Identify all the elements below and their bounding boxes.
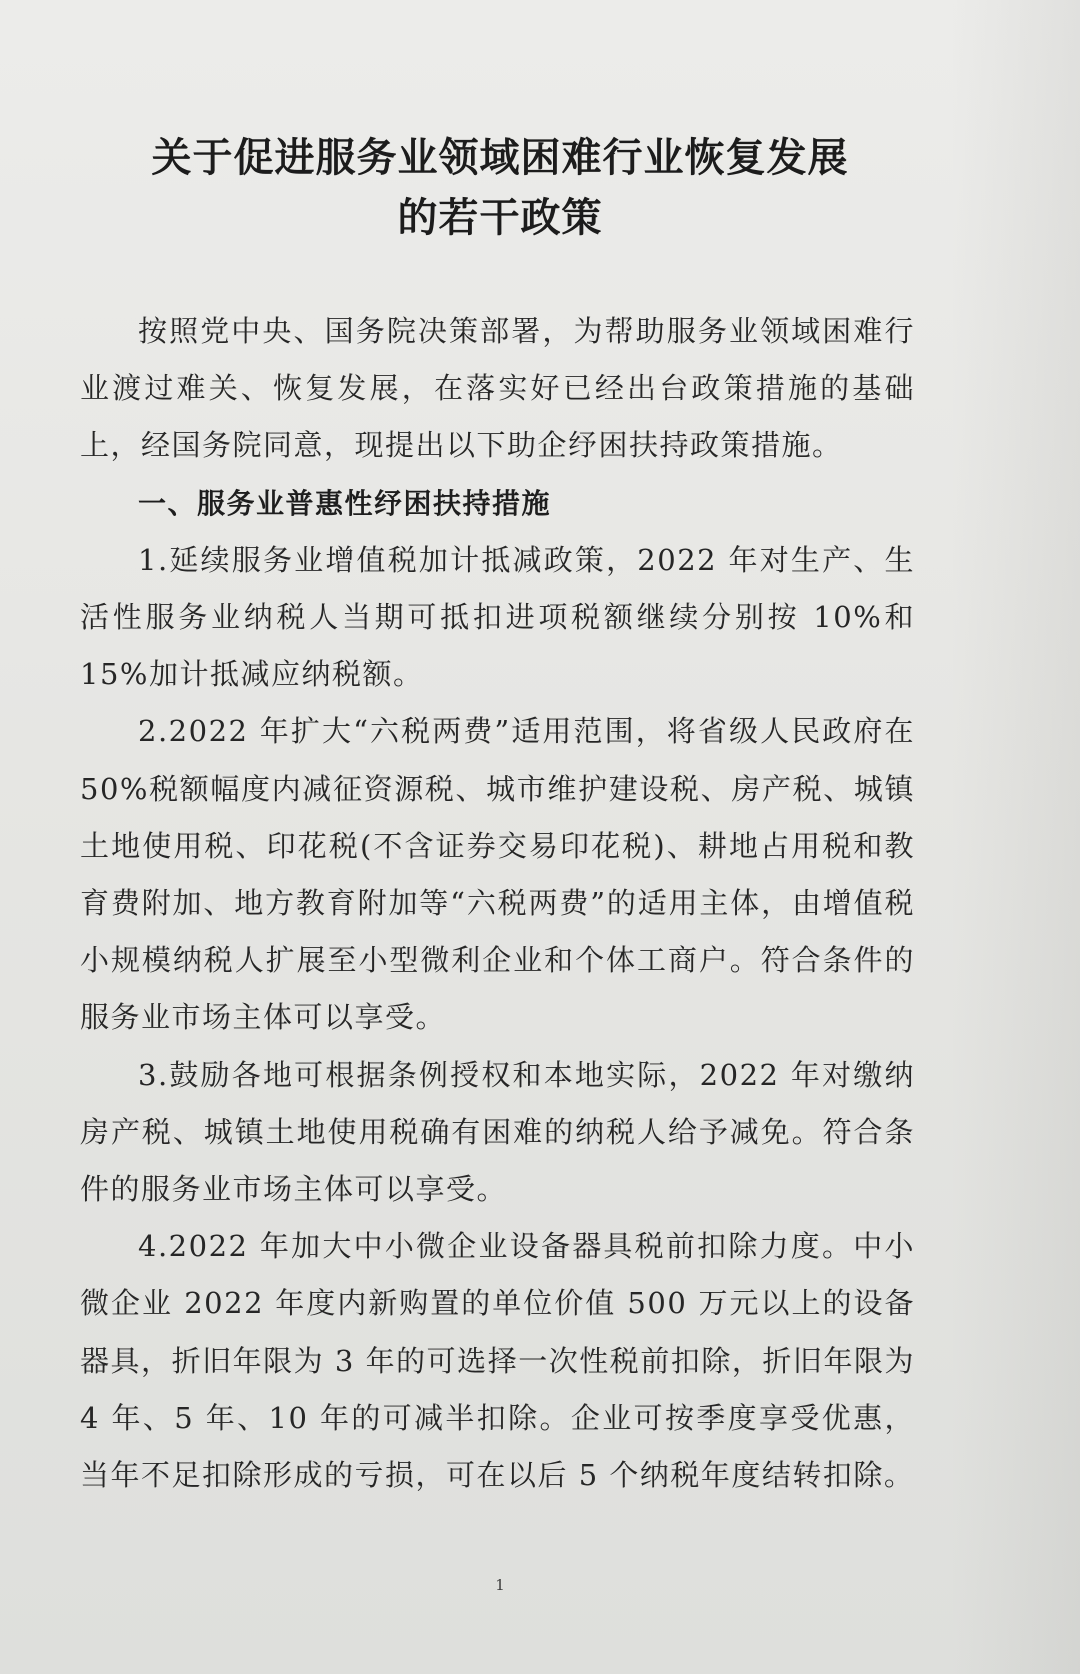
document-title <box>0 128 1000 248</box>
measure-item-1: 1.延续服务业增值税加计抵减政策，2022 年对生产、生活性服务业纳税人当期可抵扣进项税额继续分别按 10%和 15%加计抵减应纳税额。 <box>80 542 915 692</box>
measure-item-3: 3.鼓励各地可根据条例授权和本地实际，2022 年对缴纳房产税、城镇土地使用税确有困难的纳税人给予减免。符合条件的服务业市场主体可以享受。 <box>80 1057 915 1207</box>
title-line-1: 关于促进服务业领域困难行业恢复发展 <box>151 135 849 181</box>
title-line-2: 的若干政策 <box>397 195 603 241</box>
intro-paragraph: 按照党中央、国务院决策部署，为帮助服务业领域困难行业渡过难关、恢复发展，在落实好已经出台政策措施的基础上，经国务院同意，现提出以下助企纾困扶持政策措施。 <box>80 314 915 463</box>
measure-item-2: 2.2022 年扩大“六税两费”适用范围，将省级人民政府在 50%税额幅度内减征资源税、城市维护建设税、房产税、城镇土地使用税、印花税(不含证券交易印花税)、耕地占用税和教育费附加、地方教育附加等“六税两费”的适用主体，由增值税小规模纳税人扩展至小型微利企业和个体工商户。符合条件的服务业市场主体可以享受。 <box>80 714 915 1035</box>
measure-item-4: 4.2022 年加大中小微企业设备器具税前扣除力度。中小微企业 2022 年度内新购置的单位价值 500 万元以上的设备器具，折旧年限为 3 年的可选择一次性税前扣除，折旧年限为 4 年、5 年、10 年的可减半扣除。企业可按季度享受优惠，当年不足扣除形成的亏损，可在以后 5 个纳税年度结转扣除。 <box>80 1229 915 1493</box>
page-edge-shadow <box>950 0 1080 1674</box>
section-heading: 一、服务业普惠性纾困扶持措施 <box>138 486 552 520</box>
page-number: 1 <box>495 1576 505 1594</box>
document-body <box>80 303 915 1504</box>
